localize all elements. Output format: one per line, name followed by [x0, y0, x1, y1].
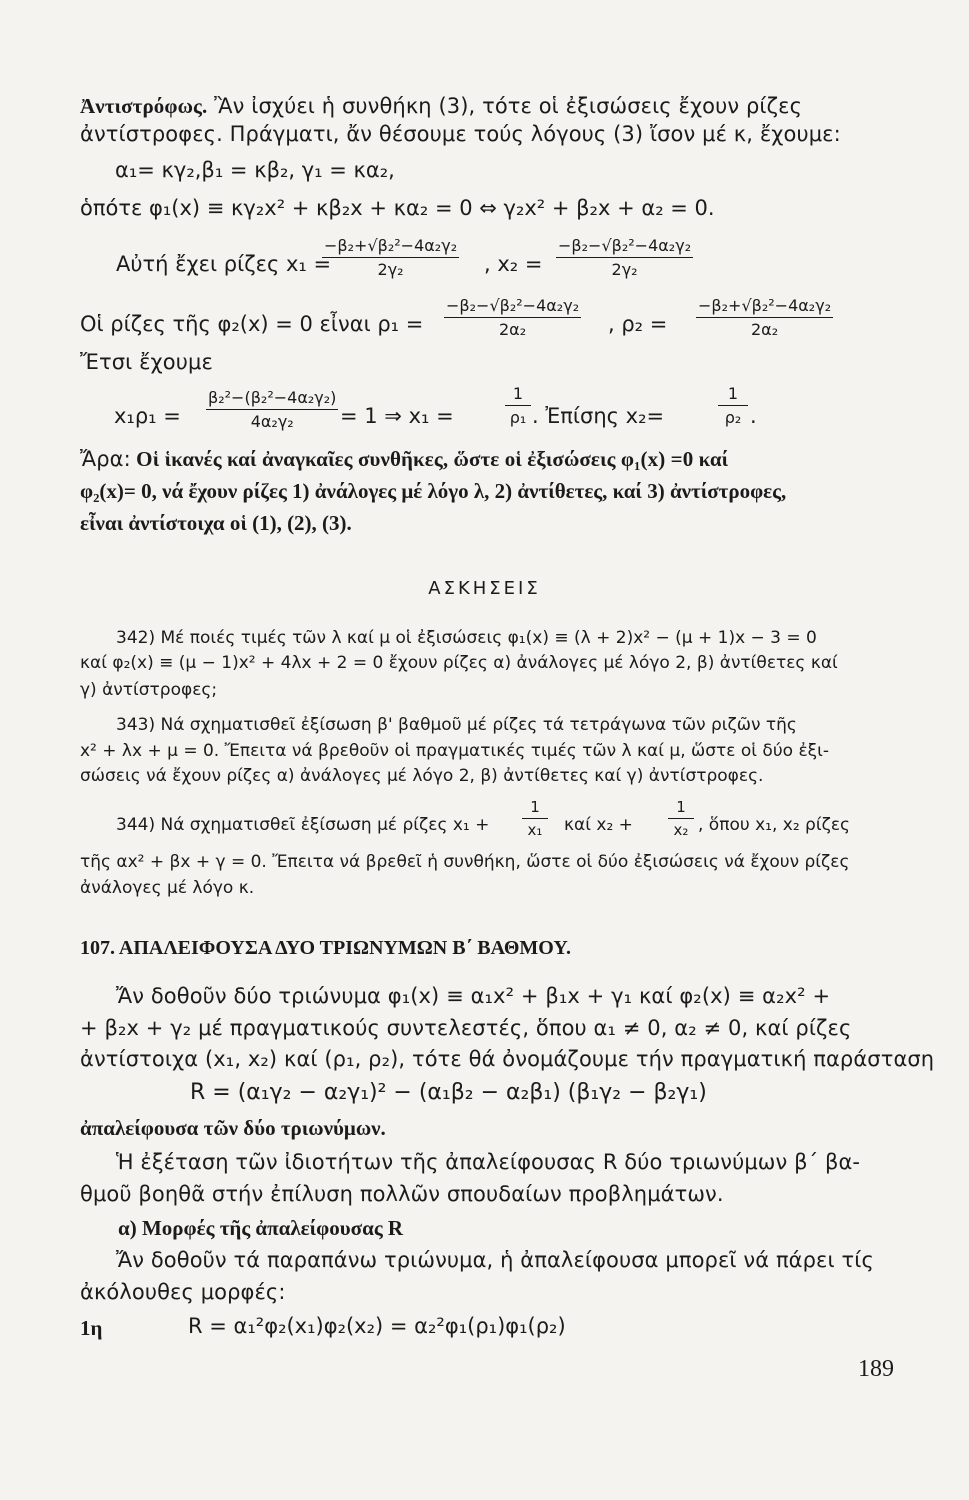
equation-tail: . Ἐπίσης x₂= [532, 404, 665, 428]
exercise-344-lead: 344) Νά σχηματισθεῖ ἐξίσωση μέ ρίζες x₁ + [116, 815, 490, 835]
denominator: 2γ₂ [611, 260, 638, 279]
exercise-342: γ) ἀντίστροφες; [80, 680, 218, 700]
numerator: 1 [668, 798, 694, 819]
text: Ἂν ἰσχύει ἡ συνθήκη (3), τότε οἱ ἐξισώσεις ἔχουν ρίζες [207, 94, 803, 118]
exercise-343: σώσεις νά ἔχουν ρίζες α) ἀνάλογες μέ λόγο 2, β) ἀντίθετες καί γ) ἀντίστροφες. [80, 766, 764, 786]
numerator: 1 [505, 384, 531, 406]
fraction [522, 798, 548, 839]
denominator: 2α₂ [750, 320, 779, 339]
denominator: 2γ₂ [377, 260, 404, 279]
denominator: x₁ [527, 821, 543, 839]
fraction [556, 236, 693, 279]
numerator: −β₂−√β₂²−4α₂γ₂ [444, 296, 581, 318]
page-number: 189 [858, 1356, 894, 1382]
denominator: ρ₂ [724, 408, 742, 427]
numerator: 1 [522, 798, 548, 819]
numerator: −β₂−√β₂²−4α₂γ₂ [556, 236, 693, 258]
text-line: + β₂x + γ₂ μέ πραγματικούς συντελεστές, ὅπου α₁ ≠ 0, α₂ ≠ 0, καί ρίζες [80, 1016, 852, 1040]
exercise-343: x² + λx + μ = 0. Ἔπειτα νά βρεθοῦν οἱ πραγματικές τιμές τῶν λ καί μ, ὥστε οἱ δύο ἐξι- [80, 741, 830, 761]
numerator: −β₂+√β₂²−4α₂γ₂ [322, 236, 459, 258]
exercise-344: τῆς αx² + βx + γ = 0. Ἔπειτα νά βρεθεῖ ἡ συνθήκη, ὥστε οἱ δύο ἐξισώσεις νά ἔχουν ρίζες [80, 852, 850, 872]
text-line: Ἔτσι ἔχουμε [80, 350, 213, 374]
exercise-344: ἀνάλογες μέ λόγο κ. [80, 878, 255, 898]
subsection-title: α) Μορφές τῆς ἀπαλείφουσας R [118, 1216, 404, 1240]
text-line: Ἡ ἐξέταση τῶν ἰδιοτήτων τῆς ἀπαλείφουσας R δύο τριωνύμων β΄ βα- [116, 1150, 861, 1174]
fraction [718, 384, 748, 427]
denominator: 4α₂γ₂ [250, 412, 294, 431]
equation-lead: Οἱ ρίζες τῆς φ₂(x) = 0 εἶναι ρ₁ = [80, 312, 424, 336]
exercise-342: καί φ₂(x) ≡ (μ − 1)x² + 4λx + 2 = 0 ἔχουν ρίζες α) ἀνάλογες μέ λόγο 2, β) ἀντίθετες καί [80, 653, 838, 673]
form-label: 1η [80, 1316, 103, 1340]
numerator: β₂²−(β₂²−4α₂γ₂) [206, 388, 338, 410]
conclusion-line [80, 447, 728, 472]
fraction [322, 236, 459, 279]
equation-mid: = 1 ⇒ x₁ = [340, 404, 454, 428]
line-antistrofos [80, 94, 802, 119]
text-line: Ἄν δοθοῦν τά παραπάνω τριώνυμα, ἡ ἀπαλείφουσα μπορεῖ νά πάρει τίς [116, 1248, 874, 1272]
formula-form1: R = α₁²φ₂(x₁)φ₂(x₂) = α₂²φ₁(ρ₁)φ₁(ρ₂) [188, 1314, 566, 1338]
exercise-344-mid: καί x₂ + [564, 815, 633, 835]
text-line: Ἄν δοθοῦν δύο τριώνυμα φ₁(x) ≡ α₁x² + β₁x + γ₁ καί φ₂(x) ≡ α₂x² + [116, 984, 831, 1008]
denominator: x₂ [673, 821, 689, 839]
exercise-343: 343) Νά σχηματισθεῖ ἐξίσωση β' βαθμοῦ μέ ρίζες τά τετράγωνα τῶν ριζῶν τῆς [116, 715, 797, 735]
equation-lead: Αὐτή ἔχει ρίζες x₁ = [116, 252, 332, 276]
formula-R: R = (α₁γ₂ − α₂γ₁)² − (α₁β₂ − α₂β₁) (β₁γ₂ − β₂γ₁) [190, 1080, 707, 1105]
exercise-344-tail: , ὅπου x₁, x₂ ρίζες [698, 815, 851, 835]
exercise-342: 342) Μέ ποιές τιμές τῶν λ καί μ οἱ ἐξισώσεις φ₁(x) ≡ (λ + 2)x² − (μ + 1)x − 3 = 0 [116, 628, 817, 648]
equation-mid: , x₂ = [484, 252, 543, 276]
bold-text: ἀπαλείφουσα τῶν δύο τριωνύμων. [80, 1116, 386, 1140]
equation: α₁= κγ₂,β₁ = κβ₂, γ₁ = κα₂, [115, 158, 395, 182]
conclusion-line: φ₂(x)= 0, νά ἔχουν ρίζες 1) ἀνάλογες μέ λόγο λ, 2) ἀντίθετες, καί 3) ἀντίστροφες, [80, 479, 787, 503]
exercises-heading: ΑΣΚΗΣΕΙΣ [428, 578, 541, 599]
fraction [444, 296, 581, 339]
equation-mid: , ρ₂ = [608, 312, 668, 336]
denominator: 2α₂ [498, 320, 527, 339]
numerator: 1 [718, 384, 748, 406]
paragraph-head: Ἀντιστρόφως. [80, 94, 208, 118]
section-title: 107. ΑΠΑΛΕΙΦΟΥΣΑ ΔΥΟ ΤΡΙΩΝΥΜΩΝ Β΄ ΒΑΘΜΟΥ. [80, 937, 571, 959]
denominator: ρ₁ [509, 408, 527, 427]
fraction [505, 384, 531, 427]
fraction [668, 798, 694, 839]
equation-lead: x₁ρ₁ = [114, 404, 181, 428]
fraction [206, 388, 338, 431]
fraction [696, 296, 833, 339]
numerator: −β₂+√β₂²−4α₂γ₂ [696, 296, 833, 318]
bold-text: Οἱ ἱκανές καί ἀναγκαῖες συνθῆκες, ὥστε οἱ ἐξισώσεις φ₁(x) =0 καί [130, 447, 729, 471]
text-line: ἀκόλουθες μορφές: [80, 1280, 286, 1304]
text-line: θμοῦ βοηθᾶ στήν ἐπίλυση πολλῶν σπουδαίων προβλημάτων. [80, 1182, 724, 1206]
text-line: ἀντίστοιχα (x₁, x₂) καί (ρ₁, ρ₂), τότε θά ὀνομάζουμε τήν πραγματική παράσταση [80, 1047, 935, 1071]
conclusion-line: εἶναι ἀντίστοιχα οἱ (1), (2), (3). [80, 511, 352, 535]
equation-end: . [750, 404, 757, 428]
text-line: ἀντίστροφες. Πράγματι, ἄν θέσουμε τούς λόγους (3) ἴσον μέ κ, ἔχουμε: [80, 122, 841, 146]
equation: ὁπότε φ₁(x) ≡ κγ₂x² + κβ₂x + κα₂ = 0 ⇔ γ₂x² + β₂x + α₂ = 0. [80, 196, 715, 220]
conclusion-head: Ἄρα: [80, 447, 131, 471]
